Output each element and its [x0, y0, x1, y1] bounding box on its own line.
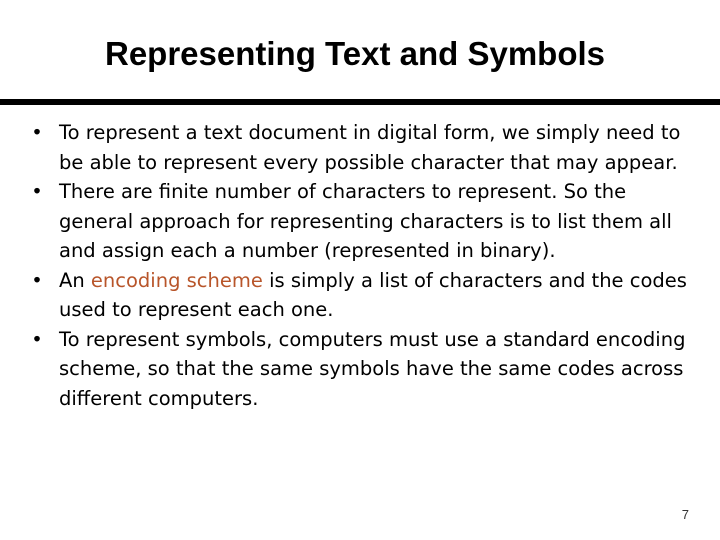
bullet-dot-icon: • — [31, 121, 43, 144]
bullet-dot-icon: • — [31, 180, 43, 203]
bullet-text-after: is simply a list of characters and the codes used to represent each one. — [59, 268, 687, 321]
title-divider — [0, 99, 720, 105]
bullet-text-before: An — [59, 268, 91, 292]
bullet-dot-icon: • — [31, 327, 43, 351]
slide-title: Representing Text and Symbols — [105, 35, 605, 72]
bullet-item-2 — [30, 177, 702, 266]
bullet-item-4 — [30, 325, 702, 414]
bullet-text: To represent symbols, computers must use a standard encoding scheme, so that the same symbols have the same codes across different computers. — [59, 327, 686, 410]
bullet-item-1 — [30, 118, 702, 177]
bullet-item-3 — [30, 266, 702, 325]
bullet-text: To represent a text document in digital form, we simply need to be able to represent every possible character that may appear. — [59, 121, 681, 174]
bullet-list — [30, 118, 702, 413]
bullet-dot-icon: • — [31, 268, 43, 292]
page-number: 7 — [681, 507, 689, 522]
highlighted-term: encoding scheme — [90, 268, 263, 292]
bullet-text: There are finite number of characters to represent. So the general approach for representing characters is to list them all and assign each a number (represented in binary). — [59, 180, 672, 262]
